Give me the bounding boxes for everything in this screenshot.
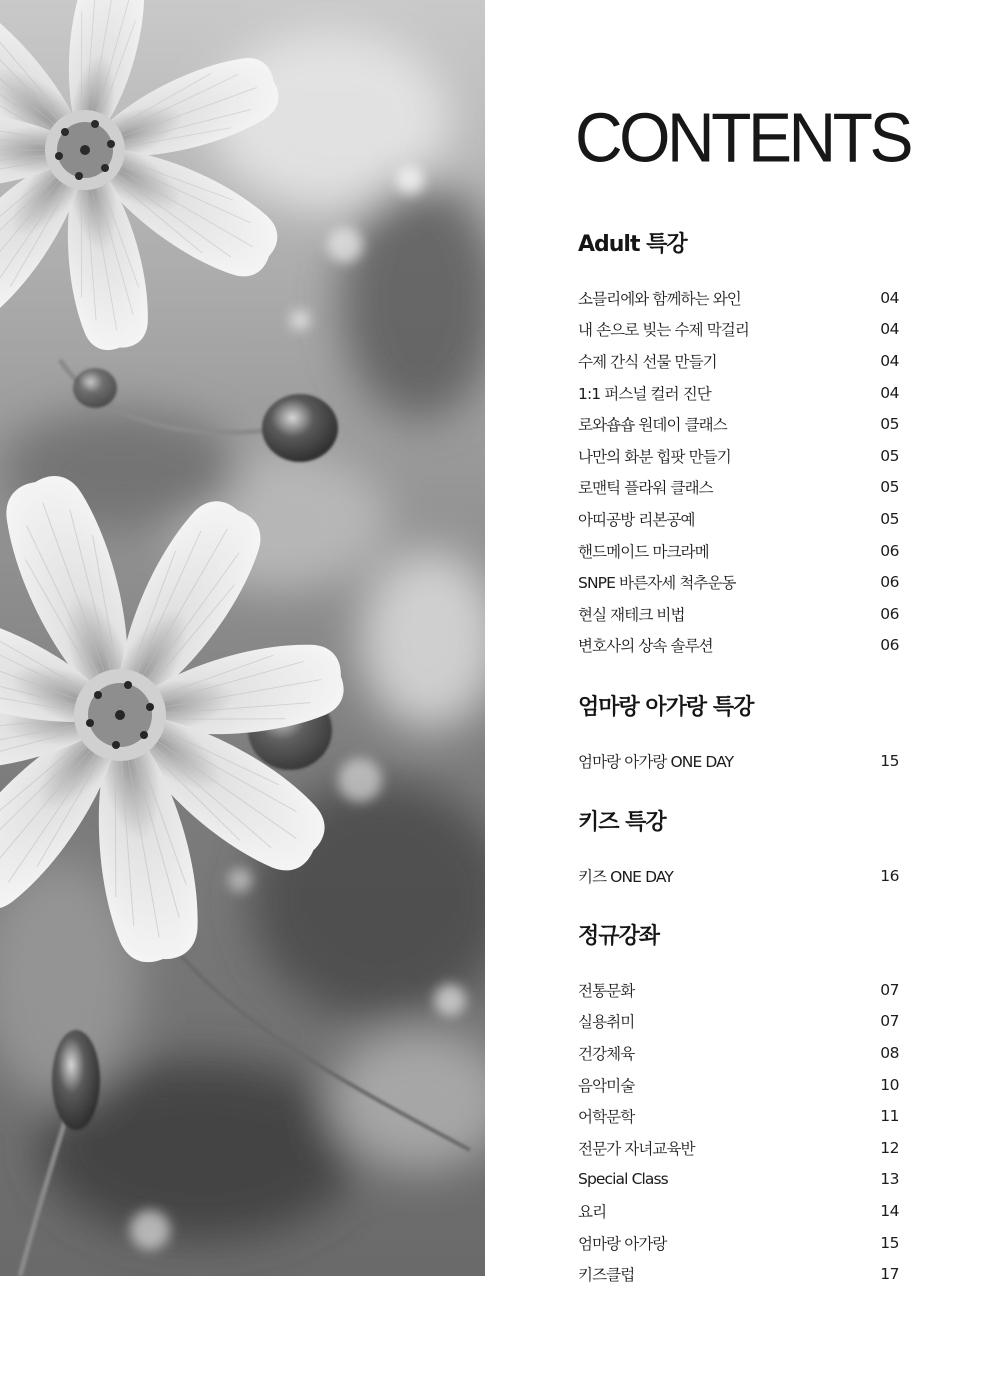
list-item[interactable]	[578, 1132, 899, 1164]
item-label: 로와숍숍 원데이 클래스	[578, 416, 727, 435]
section-mom-baby	[578, 693, 899, 777]
item-label: 수제 간식 선물 만들기	[578, 352, 717, 371]
item-page: 12	[880, 1138, 899, 1157]
list-item[interactable]	[578, 503, 899, 535]
section-heading: Adult 특강	[578, 232, 687, 257]
item-label: 키즈클럽	[578, 1266, 635, 1285]
item-page: 16	[880, 866, 899, 885]
item-label: 현실 재테크 비법	[578, 605, 685, 624]
list-item[interactable]	[578, 535, 899, 567]
list-item[interactable]	[578, 630, 899, 662]
item-label: 나만의 화분 힙팟 만들기	[578, 447, 731, 466]
page-title: CONTENTS	[575, 97, 910, 177]
item-page: 17	[880, 1265, 899, 1284]
section-adult	[578, 230, 899, 661]
item-label: 변호사의 상속 솔루션	[578, 637, 713, 656]
item-page: 15	[880, 751, 899, 770]
item-page: 07	[880, 1012, 899, 1031]
item-page: 04	[880, 320, 899, 339]
item-page: 05	[880, 478, 899, 497]
item-label: 실용취미	[578, 1013, 635, 1032]
item-page: 08	[880, 1043, 899, 1062]
item-label: 키즈 ONE DAY	[578, 867, 673, 886]
cosmos-flower-photo	[0, 0, 485, 1276]
item-label: 내 손으로 빚는 수제 막걸리	[578, 321, 749, 340]
list-item[interactable]	[578, 282, 899, 314]
list-item[interactable]	[578, 745, 899, 777]
item-label: 아띠공방 리본공예	[578, 510, 695, 529]
item-label: 어학문학	[578, 1108, 635, 1127]
list-item[interactable]	[578, 1258, 899, 1290]
item-page: 04	[880, 383, 899, 402]
item-page: 04	[880, 351, 899, 370]
item-label: 전통문화	[578, 981, 635, 1000]
list-item[interactable]	[578, 1069, 899, 1101]
list-item[interactable]	[578, 1006, 899, 1038]
section-regular	[578, 922, 899, 1290]
item-page: 06	[880, 636, 899, 655]
item-label: 로맨틱 플라워 클래스	[578, 479, 713, 498]
list-item[interactable]	[578, 472, 899, 504]
item-label: 건강체육	[578, 1044, 635, 1063]
item-label: Special Class	[578, 1170, 668, 1189]
section-heading: 키즈 특강	[578, 810, 666, 835]
list-item[interactable]	[578, 1227, 899, 1259]
item-page: 07	[880, 980, 899, 999]
item-page: 05	[880, 446, 899, 465]
list-item[interactable]	[578, 440, 899, 472]
item-page: 04	[880, 288, 899, 307]
list-item[interactable]	[578, 1037, 899, 1069]
list-item[interactable]	[578, 860, 899, 892]
item-page: 05	[880, 415, 899, 434]
list-item[interactable]	[578, 408, 899, 440]
section-heading: 엄마랑 아가랑 특강	[578, 695, 754, 720]
item-label: 엄마랑 아가랑	[578, 1234, 667, 1253]
item-label: 전문가 자녀교육반	[578, 1139, 695, 1158]
item-label: 음악미술	[578, 1076, 635, 1095]
list-item[interactable]	[578, 974, 899, 1006]
list-item[interactable]	[578, 345, 899, 377]
list-item[interactable]	[578, 1164, 899, 1196]
item-page: 13	[880, 1170, 899, 1189]
item-page: 14	[880, 1201, 899, 1220]
item-label: 핸드메이드 마크라메	[578, 542, 709, 561]
item-page: 06	[880, 604, 899, 623]
item-page: 06	[880, 573, 899, 592]
item-label: 요리	[578, 1202, 607, 1221]
section-kids	[578, 808, 899, 892]
item-label: SNPE 바른자세 척추운동	[578, 574, 736, 593]
item-label: 소믈리에와 함께하는 와인	[578, 289, 741, 308]
item-page: 11	[880, 1107, 899, 1126]
list-item[interactable]	[578, 598, 899, 630]
item-label: 1:1 퍼스널 컬러 진단	[578, 384, 711, 403]
list-item[interactable]	[578, 566, 899, 598]
section-heading: 정규강좌	[578, 924, 660, 949]
list-item[interactable]	[578, 314, 899, 346]
list-item[interactable]	[578, 377, 899, 409]
item-label: 엄마랑 아가랑 ONE DAY	[578, 752, 734, 771]
item-page: 10	[880, 1075, 899, 1094]
item-page: 05	[880, 509, 899, 528]
list-item[interactable]	[578, 1100, 899, 1132]
list-item[interactable]	[578, 1195, 899, 1227]
item-page: 06	[880, 541, 899, 560]
item-page: 15	[880, 1233, 899, 1252]
